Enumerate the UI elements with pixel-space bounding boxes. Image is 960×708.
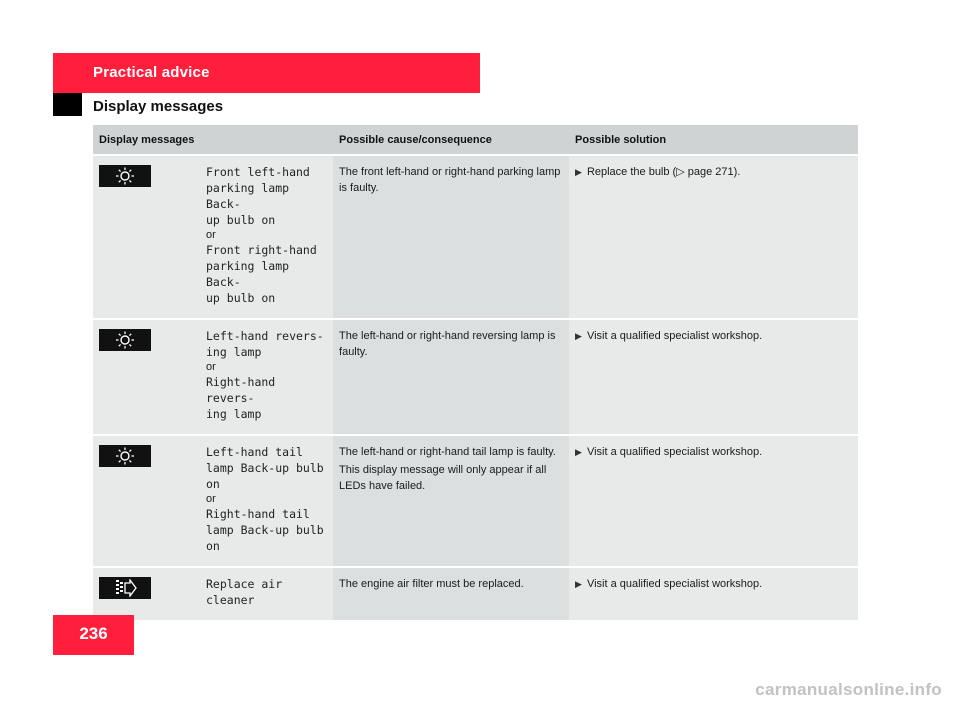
column-header-display-messages: Display messages: [93, 125, 333, 155]
section-header-band: [53, 53, 480, 93]
page-subtitle: Display messages: [93, 98, 224, 115]
display-message-alt-text: Front right-hand parking lamp Back- up bulb on: [206, 243, 317, 305]
table-row: [93, 567, 858, 620]
solution-text: Visit a qualified specialist workshop.: [586, 446, 763, 458]
watermark-text: carmanualsonline.info: [755, 680, 942, 699]
solution-cell: [569, 319, 858, 435]
icon-cell: [93, 319, 200, 435]
cause-note: This display message will only appear if all LEDs have failed.: [339, 464, 547, 492]
cause-cell: [333, 567, 569, 620]
display-message-alt-text: Right-hand revers- ing lamp: [206, 375, 276, 421]
or-separator: or: [206, 361, 216, 373]
bullet-arrow-icon: ▶: [575, 447, 582, 457]
message-cell: [200, 155, 333, 319]
display-message-text: Replace air cleaner: [206, 577, 283, 607]
air-filter-icon: [99, 577, 151, 599]
message-cell: [200, 319, 333, 435]
bulb-icon: [99, 329, 151, 351]
solution-text: Visit a qualified specialist workshop.: [586, 330, 763, 342]
table-row: [93, 319, 858, 435]
display-message-text: Left-hand revers- ing lamp: [206, 329, 324, 359]
bulb-icon: [99, 445, 151, 467]
cause-text: The left-hand or right-hand tail lamp is faulty.: [339, 446, 556, 458]
solution-cell: [569, 567, 858, 620]
bullet-arrow-icon: ▶: [575, 167, 582, 177]
column-header-solution: Possible solution: [569, 125, 858, 155]
display-messages-table: [93, 125, 858, 620]
display-message-text: Front left-hand parking lamp Back- up bulb on: [206, 165, 310, 227]
or-separator: or: [206, 493, 216, 505]
bulb-icon: [99, 165, 151, 187]
solution-cell: [569, 435, 858, 567]
cause-text: The left-hand or right-hand reversing lamp is faulty.: [339, 330, 556, 358]
column-header-cause: Possible cause/consequence: [333, 125, 569, 155]
section-tab-marker: [53, 93, 82, 116]
page-number-box: [53, 615, 134, 655]
or-separator: or: [206, 229, 216, 241]
bullet-arrow-icon: ▶: [575, 579, 582, 589]
icon-cell: [93, 155, 200, 319]
cause-text: The front left-hand or right-hand parking lamp is faulty.: [339, 166, 561, 194]
page-number: 236: [79, 624, 108, 643]
solution-cell: [569, 155, 858, 319]
display-message-text: Left-hand tail lamp Back-up bulb on: [206, 445, 324, 491]
bullet-arrow-icon: ▶: [575, 331, 582, 341]
table-header-row: [93, 125, 858, 155]
cause-cell: [333, 319, 569, 435]
cause-cell: [333, 155, 569, 319]
message-cell: [200, 435, 333, 567]
solution-text: Visit a qualified specialist workshop.: [586, 578, 763, 590]
section-title: Practical advice: [93, 64, 210, 81]
cause-text: The engine air filter must be replaced.: [339, 578, 524, 590]
display-message-alt-text: Right-hand tail lamp Back-up bulb on: [206, 507, 324, 553]
solution-text: Replace the bulb (▷ page 271).: [586, 166, 741, 178]
icon-cell: [93, 567, 200, 620]
message-cell: [200, 567, 333, 620]
table-row: [93, 435, 858, 567]
cause-cell: [333, 435, 569, 567]
icon-cell: [93, 435, 200, 567]
table-row: [93, 155, 858, 319]
